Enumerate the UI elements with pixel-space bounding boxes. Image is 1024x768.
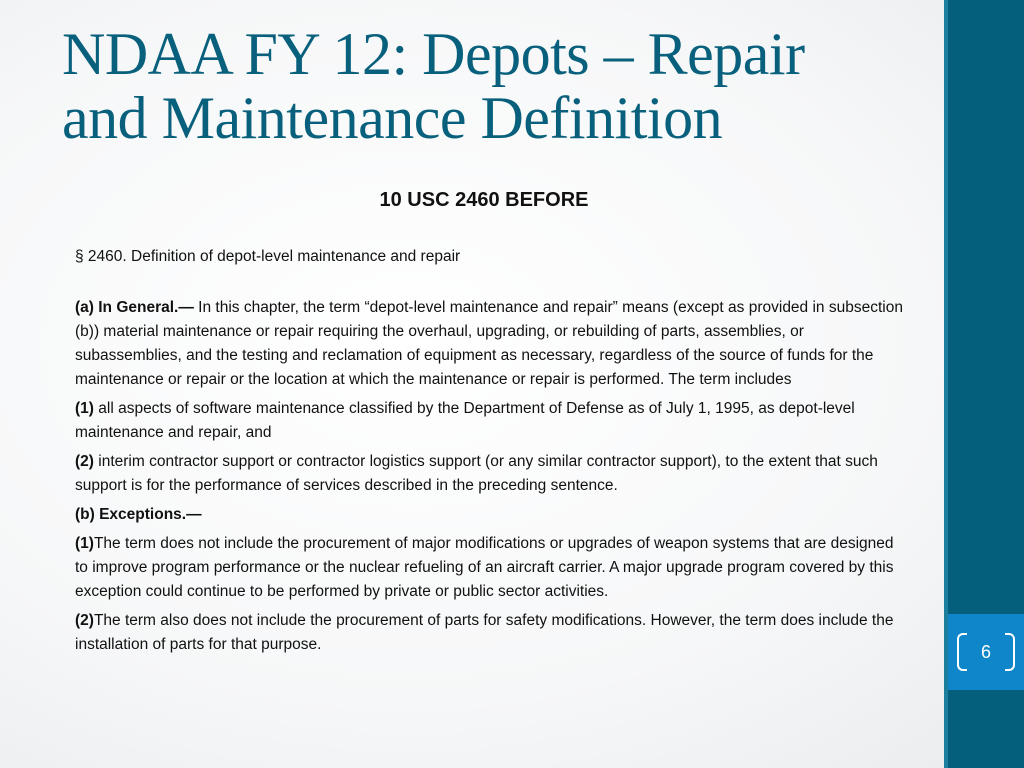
- paragraph-text: The term does not include the procurement of major modifications or upgrades of weapon systems that are designed to improve program performance or the nuclear refueling of an aircraft carrier. A major upgrade program covered by this exception could continue to be performed by private or public sector activities.: [75, 535, 894, 600]
- slide-subtitle: 10 USC 2460 BEFORE: [379, 189, 589, 211]
- paragraph-label: (2): [75, 612, 94, 629]
- slide-title: [62, 22, 922, 150]
- paragraph-a1: [75, 397, 905, 445]
- paragraph-label: (1): [75, 535, 94, 552]
- paragraph-b-exceptions: [75, 503, 905, 527]
- right-brace-icon: [1005, 633, 1015, 671]
- section-heading: § 2460. Definition of depot-level maintenance and repair: [75, 248, 461, 265]
- paragraph-text: all aspects of software maintenance classified by the Department of Defense as of July 1, 1995, as depot-level maintenance and repair, and: [75, 400, 855, 441]
- title-line-2: and Maintenance Definition: [62, 85, 723, 151]
- paragraph-a-general: [75, 296, 905, 392]
- paragraph-b1: [75, 532, 905, 604]
- paragraph-label: (a) In General.—: [75, 299, 194, 316]
- paragraph-a2: [75, 450, 905, 498]
- paragraph-label: (b) Exceptions.—: [75, 506, 202, 523]
- paragraph-text: In this chapter, the term “depot-level maintenance and repair” means (except as provided in subsection (b)) material maintenance or repair requiring the overhaul, upgrading, or rebuilding of parts, assemblies, or subassemblies, and the testing and reclamation of equipment as necessary, regardless of the source of funds for the maintenance or repair or the location at which the maintenance or repair is performed. The term includes: [75, 299, 903, 388]
- title-line-1: NDAA FY 12: Depots – Repair: [62, 21, 805, 87]
- paragraph-label: (1): [75, 400, 94, 417]
- page-number-box: [948, 614, 1024, 690]
- page-number: 6: [980, 642, 991, 662]
- paragraph-text: The term also does not include the procurement of parts for safety modifications. However, the term does include the installation of parts for that purpose.: [75, 612, 894, 653]
- slide-content: [75, 245, 905, 662]
- paragraph-label: (2): [75, 453, 94, 470]
- paragraph-b2: [75, 609, 905, 657]
- paragraph-text: interim contractor support or contractor logistics support (or any similar contractor support), to the extent that such support is for the performance of services described in the preceding sentence.: [75, 453, 878, 494]
